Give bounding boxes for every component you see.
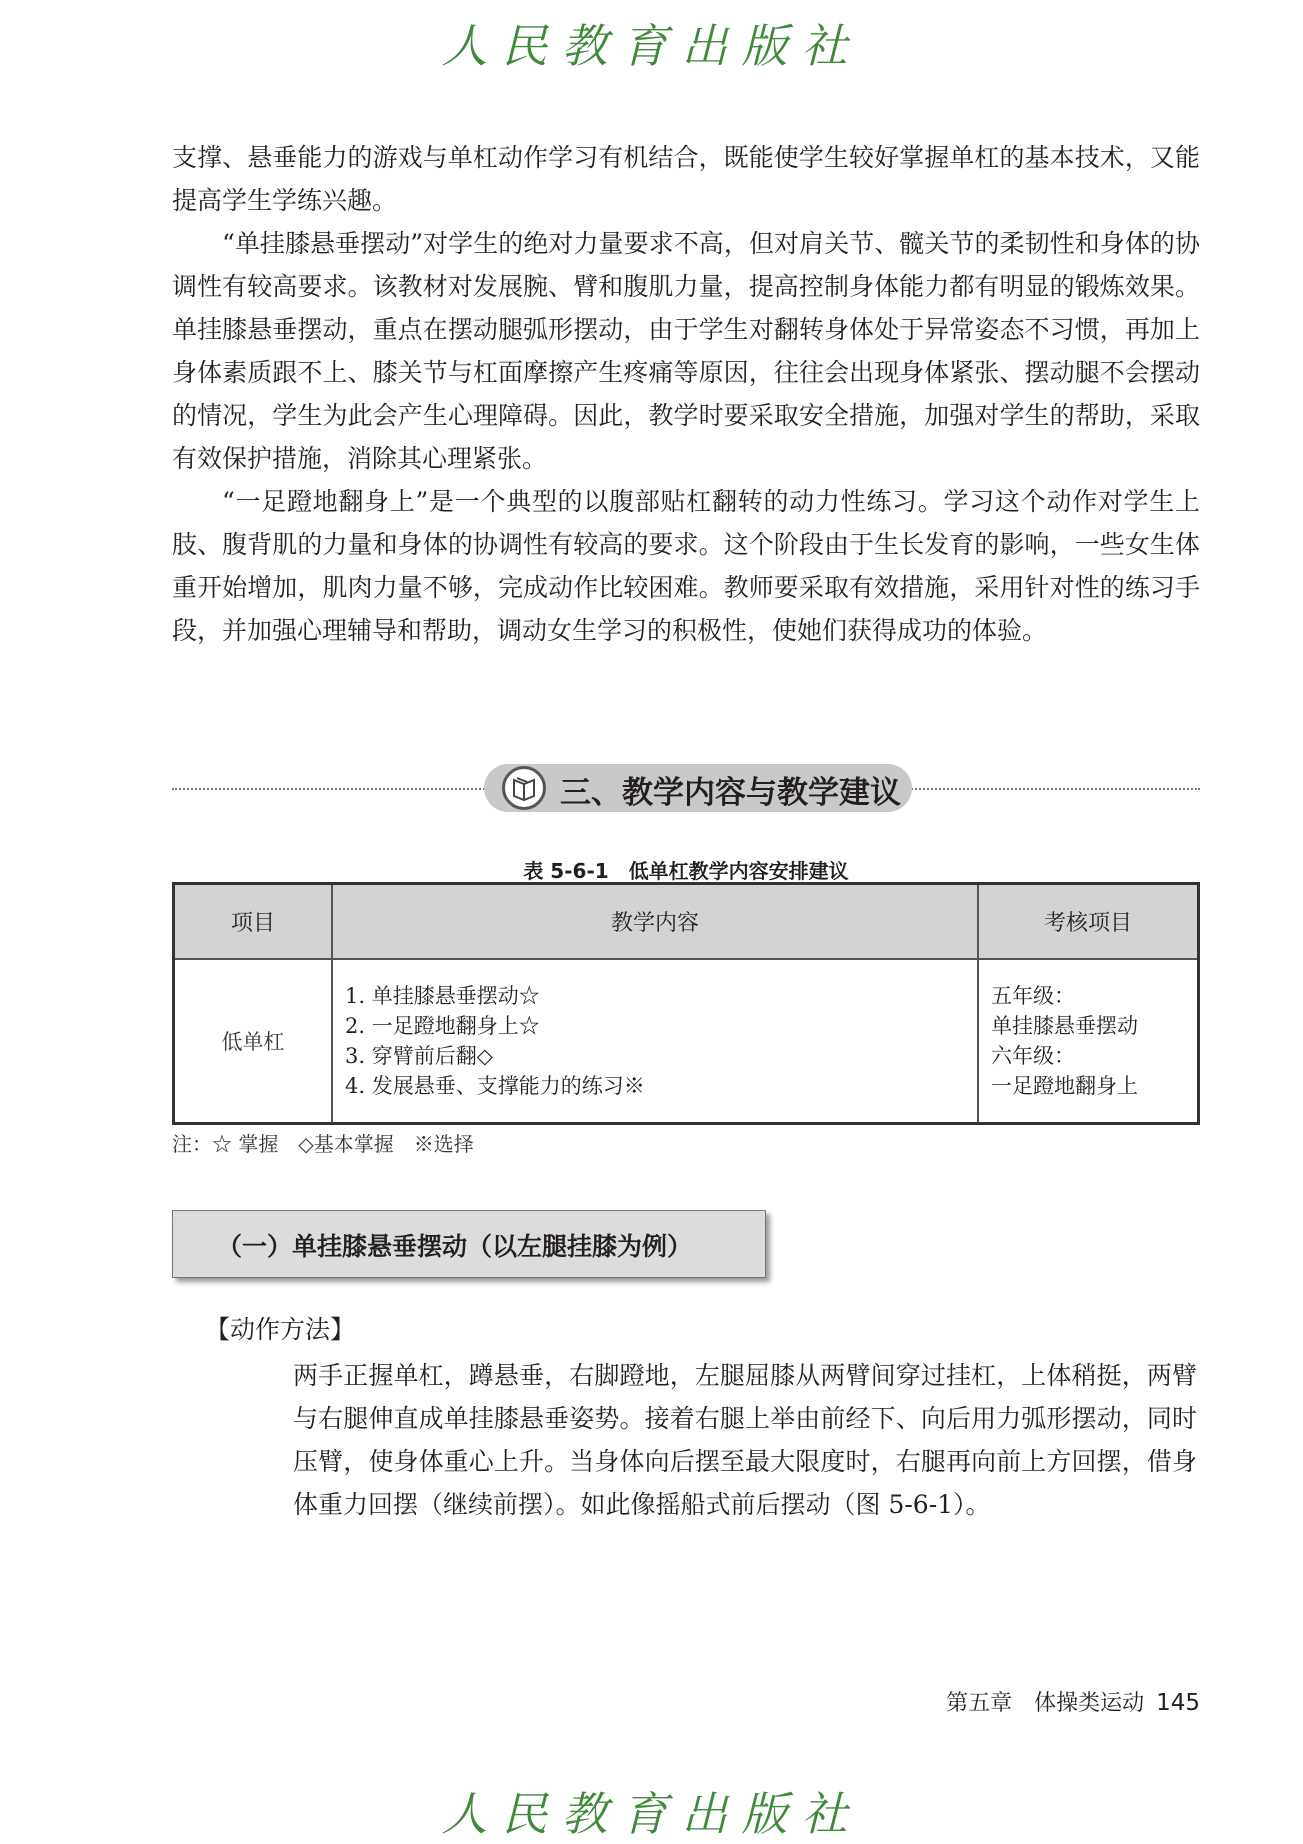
assessment-line: 六年级：	[991, 1044, 1075, 1068]
body-text	[172, 136, 1200, 652]
cell-content	[332, 959, 978, 1124]
publisher-logo-bottom: 人民教育出版社	[441, 1787, 862, 1841]
header-assessment: 考核项目	[978, 884, 1199, 960]
method-text	[293, 1354, 1197, 1526]
book-icon	[502, 766, 546, 810]
table-header-row	[174, 884, 1199, 960]
content-item: 3. 穿臂前后翻◇	[345, 1044, 493, 1068]
table-row	[174, 959, 1199, 1124]
cell-assessment	[978, 959, 1199, 1124]
content-item: 4. 发展悬垂、支撑能力的练习※	[345, 1074, 645, 1098]
assessment-line: 一足蹬地翻身上	[991, 1074, 1138, 1098]
subsection-box	[172, 1210, 766, 1278]
page-number: 145	[1156, 1690, 1200, 1716]
table-note: 注：☆ 掌握 ◇基本掌握 ※选择	[172, 1132, 474, 1156]
header-content: 教学内容	[332, 884, 978, 960]
cell-project: 低单杠	[174, 959, 333, 1124]
table-caption: 表 5-6-1 低单杠教学内容安排建议	[523, 859, 849, 883]
subsection-title: （一）单挂膝悬垂摆动（以左腿挂膝为例）	[217, 1232, 693, 1261]
method-label: 【动作方法】	[205, 1315, 356, 1344]
header-project: 项目	[174, 884, 333, 960]
section-title: 三、教学内容与教学建议	[560, 775, 901, 811]
paragraph-2: “单挂膝悬垂摆动”对学生的绝对力量要求不高，但对肩关节、髋关节的柔韧性和身体的协调性有较高要求。该教材对发展腕、臂和腹肌力量，提高控制身体能力都有明显的锻炼效果。单挂膝悬垂摆动，重点在摆动腿弧形摆动，由于学生对翻转身体处于异常姿态不习惯，再加上身体素质跟不上、膝关节与杠面摩擦产生疼痛等原因，往往会出现身体紧张、摆动腿不会摆动的情况，学生为此会产生心理障碍。因此，教学时要采取安全措施，加强对学生的帮助，采取有效保护措施，消除其心理紧张。	[172, 229, 1200, 473]
assessment-line: 五年级：	[991, 984, 1075, 1008]
content-item: 2. 一足蹬地翻身上☆	[345, 1014, 540, 1038]
chapter-label: 第五章 体操类运动	[946, 1691, 1145, 1716]
section-header	[172, 760, 1200, 816]
paragraph-3: “一足蹬地翻身上”是一个典型的以腹部贴杠翻转的动力性练习。学习这个动作对学生上肢、腹背肌的力量和身体的协调性有较高的要求。这个阶段由于生长发育的影响，一些女生体重开始增加，肌肉力量不够，完成动作比较困难。教师要采取有效措施，采用针对性的练习手段，并加强心理辅导和帮助，调动女生学习的积极性，使她们获得成功的体验。	[172, 487, 1200, 645]
page-footer	[946, 1686, 1200, 1717]
publisher-logo-top: 人民教育出版社	[441, 19, 862, 73]
assessment-line: 单挂膝悬垂摆动	[991, 1014, 1138, 1038]
teaching-content-table	[172, 882, 1200, 1125]
method-paragraph: 两手正握单杠，蹲悬垂，右脚蹬地，左腿屈膝从两臂间穿过挂杠，上体稍挺，两臂与右腿伸直成单挂膝悬垂姿势。接着右腿上举由前经下、向后用力弧形摆动，同时压臂，使身体重心上升。当身体向后摆至最大限度时，右腿再向前上方回摆，借身体重力回摆（继续前摆）。如此像摇船式前后摆动（图 5-6-1）。	[293, 1361, 1197, 1519]
paragraph-1: 支撑、悬垂能力的游戏与单杠动作学习有机结合，既能使学生较好掌握单杠的基本技术，又能提高学生学练兴趣。	[172, 143, 1200, 215]
content-item: 1. 单挂膝悬垂摆动☆	[345, 984, 540, 1008]
